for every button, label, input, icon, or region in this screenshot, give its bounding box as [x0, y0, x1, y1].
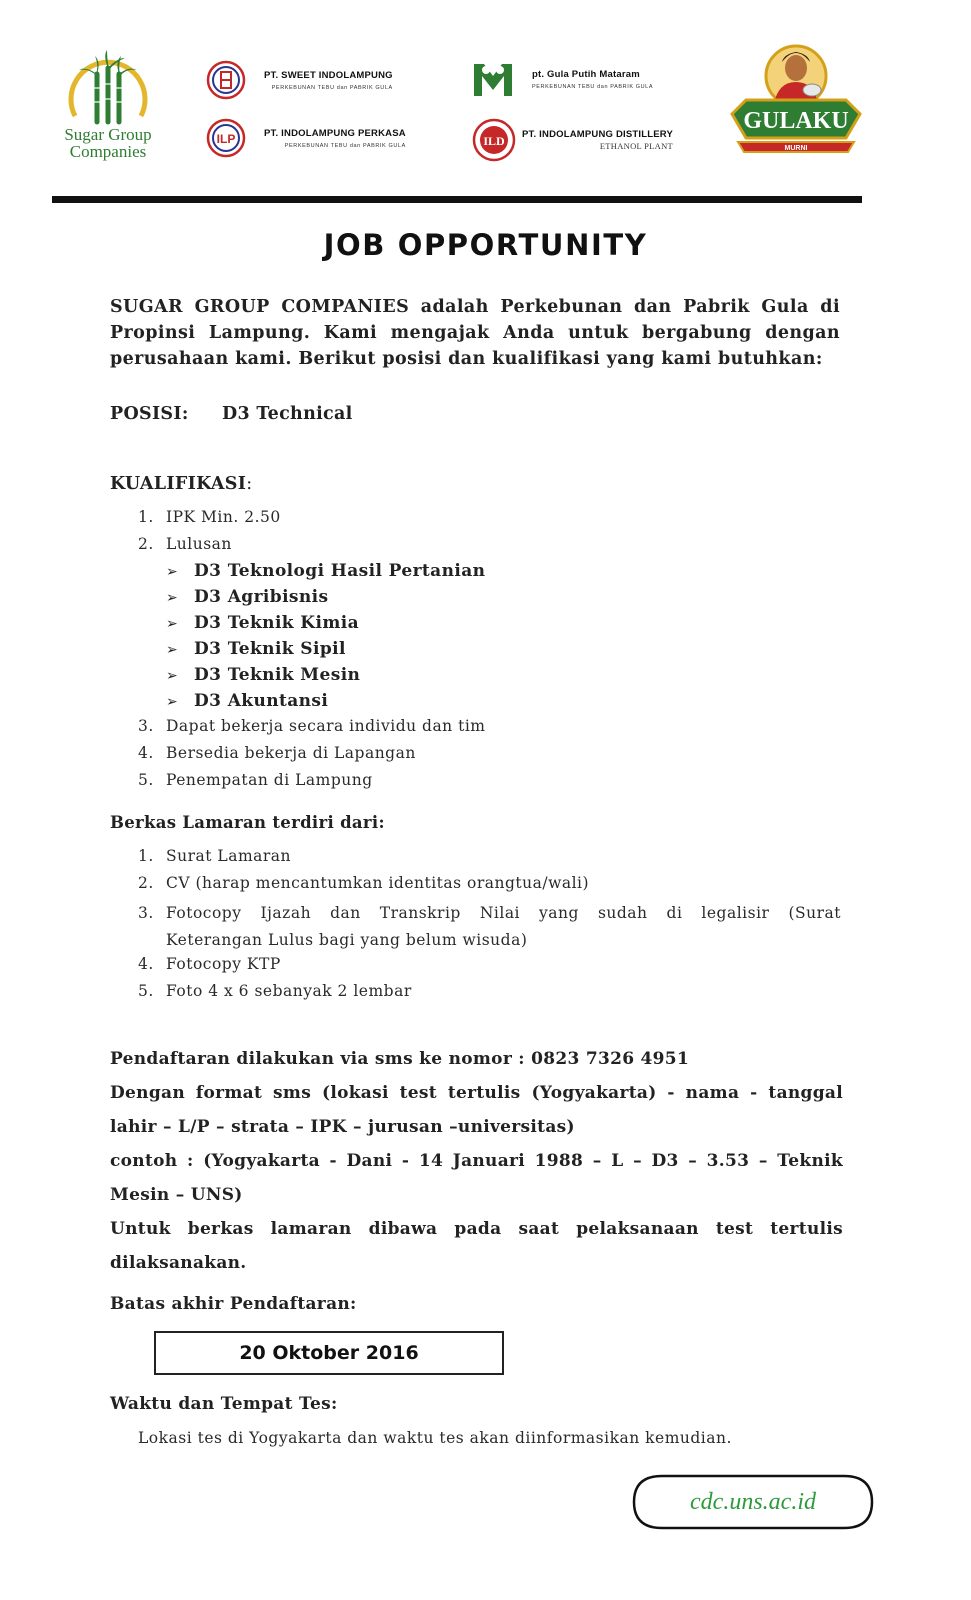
qualification-label: KUALIFIKASI [110, 474, 247, 494]
list-text: Fotocopy Ijazah dan Transkrip Nilai yang sudah di legalisir (Surat [166, 904, 841, 922]
sugarcane-emblem-icon [65, 44, 151, 126]
qualification-item [138, 535, 232, 553]
list-text: Lulusan [166, 535, 232, 553]
arrow-bullet-icon: ➢ [166, 590, 179, 606]
list-number: 2. [138, 874, 154, 892]
list-number: 4. [138, 955, 154, 973]
degree-bullet [166, 613, 359, 633]
company-indolampung-perkasa [206, 118, 406, 158]
page-title: JOB OPPORTUNITY [323, 228, 648, 262]
position-line [110, 404, 353, 424]
company-gula-putih-mataram [472, 60, 653, 98]
application-file-item [138, 900, 841, 954]
gulaku-brand-icon [728, 42, 864, 160]
application-file-item [138, 847, 291, 865]
registration-section [110, 1042, 843, 1280]
list-text: Fotocopy KTP [166, 955, 281, 973]
list-text: Dapat bekerja secara individu dan tim [166, 717, 486, 735]
list-text: Bersedia bekerja di Lapangan [166, 744, 416, 762]
list-number: 3. [138, 904, 154, 922]
list-text: Surat Lamaran [166, 847, 292, 865]
degree-name: D3 Agribisnis [194, 587, 329, 607]
list-number: 5. [138, 982, 154, 1000]
application-files-heading: Berkas Lamaran terdiri dari: [110, 813, 385, 832]
degree-name: D3 Akuntansi [194, 691, 329, 711]
sgc-name-line1: Sugar Group [64, 125, 152, 144]
degree-bullet [166, 561, 485, 581]
application-file-item [138, 982, 412, 1000]
svg-text:ILP: ILP [216, 132, 236, 146]
company-subtitle: PERKEBUNAN TEBU dan PABRIK GULA [271, 84, 393, 91]
registration-sms-example: contoh : (Yogyakarta - Dani - 14 Januari 1988 – L – D3 – 3.53 – Teknik Mesin – UNS) [110, 1151, 843, 1205]
application-file-item [138, 955, 281, 973]
position-value: D3 Technical [222, 404, 353, 424]
degree-name: D3 Teknologi Hasil Pertanian [194, 561, 486, 581]
list-text-continuation: Keterangan Lulus bagi yang belum wisuda) [166, 931, 528, 949]
degree-bullet [166, 691, 328, 711]
gulaku-brand-text: GULAKU [743, 108, 849, 134]
degree-bullet [166, 639, 346, 659]
company-sweet-indolampung [206, 60, 393, 100]
cdc-website-badge[interactable] [632, 1473, 874, 1531]
degree-name: D3 Teknik Sipil [194, 639, 346, 659]
list-number: 4. [138, 744, 154, 762]
company-indolampung-distillery [472, 118, 673, 162]
qualification-colon: : [246, 474, 253, 494]
degree-bullet [166, 587, 329, 607]
gulaku-tag-text: MURNI [784, 145, 808, 152]
list-number: 5. [138, 771, 154, 789]
list-text: IPK Min. 2.50 [166, 508, 281, 526]
arrow-bullet-icon: ➢ [166, 642, 179, 658]
company-subtitle: PERKEBUNAN TEBU dan PABRIK GULA [532, 83, 654, 90]
intro-paragraph: SUGAR GROUP COMPANIES adalah Perkebunan dan Pabrik Gula di Propinsi Lampung. Kami mengajak Anda untuk bergabung dengan perusahaan kami. Berikut posisi dan kualifikasi yang kami butuhkan: [110, 297, 840, 369]
list-number: 2. [138, 535, 154, 553]
deadline-heading: Batas akhir Pendaftaran: [110, 1294, 357, 1314]
header-divider [52, 196, 862, 203]
sweet-indolampung-emblem-icon [206, 60, 246, 100]
arrow-bullet-icon: ➢ [166, 616, 179, 632]
test-time-place-heading: Waktu dan Tempat Tes: [110, 1394, 338, 1414]
indolampung-perkasa-emblem-icon [206, 118, 246, 158]
list-text: Penempatan di Lampung [166, 771, 373, 789]
sugar-group-logo [52, 44, 164, 164]
qualification-item [138, 717, 485, 735]
registration-sms-number: Pendaftaran dilakukan via sms ke nomor : 0823 7326 4951 [110, 1049, 690, 1069]
qualification-item [138, 508, 281, 526]
list-text: CV (harap mencantumkan identitas orangtua/wali) [166, 874, 590, 892]
list-number: 1. [138, 508, 154, 526]
degree-name: D3 Teknik Kimia [194, 613, 359, 633]
gula-putih-mataram-emblem-icon [472, 60, 514, 98]
company-name: PT. SWEET INDOLAMPUNG [264, 69, 393, 81]
degree-bullet [166, 665, 360, 685]
list-number: 3. [138, 717, 154, 735]
company-subtitle: ETHANOL PLANT [599, 141, 674, 151]
application-file-item [138, 874, 589, 892]
position-label: POSISI: [110, 404, 189, 424]
arrow-bullet-icon: ➢ [166, 668, 179, 684]
sgc-name-line2: Companies [69, 142, 147, 161]
company-name: PT. INDOLAMPUNG DISTILLERY [522, 129, 674, 140]
qualification-item [138, 744, 416, 762]
company-name: PT. INDOLAMPUNG PERKASA [264, 127, 406, 139]
test-time-place-text: Lokasi tes di Yogyakarta dan waktu tes akan diinformasikan kemudian. [138, 1429, 732, 1447]
company-name: pt. Gula Putih Mataram [532, 68, 640, 80]
list-text: Foto 4 x 6 sebanyak 2 lembar [166, 982, 412, 1000]
indolampung-distillery-emblem-icon [472, 118, 516, 162]
deadline-date-box: 20 Oktober 2016 [154, 1331, 504, 1375]
gulaku-logo [728, 42, 864, 160]
registration-sms-format: Dengan format sms (lokasi test tertulis (Yogyakarta) - nama - tanggal lahir – L/P – strata – IPK – jurusan –universitas) [110, 1083, 843, 1137]
cdc-website-link[interactable]: cdc.uns.ac.id [690, 1488, 816, 1515]
list-number: 1. [138, 847, 154, 865]
arrow-bullet-icon: ➢ [166, 694, 179, 710]
qualification-item [138, 771, 373, 789]
arrow-bullet-icon: ➢ [166, 564, 179, 580]
registration-file-note: Untuk berkas lamaran dibawa pada saat pelaksanaan test tertulis dilaksanakan. [110, 1219, 843, 1273]
company-subtitle: PERKEBUNAN TEBU dan PABRIK GULA [284, 142, 406, 149]
degree-name: D3 Teknik Mesin [194, 665, 361, 685]
ild-emblem-text: ILD [483, 134, 505, 148]
qualification-heading [110, 474, 252, 494]
